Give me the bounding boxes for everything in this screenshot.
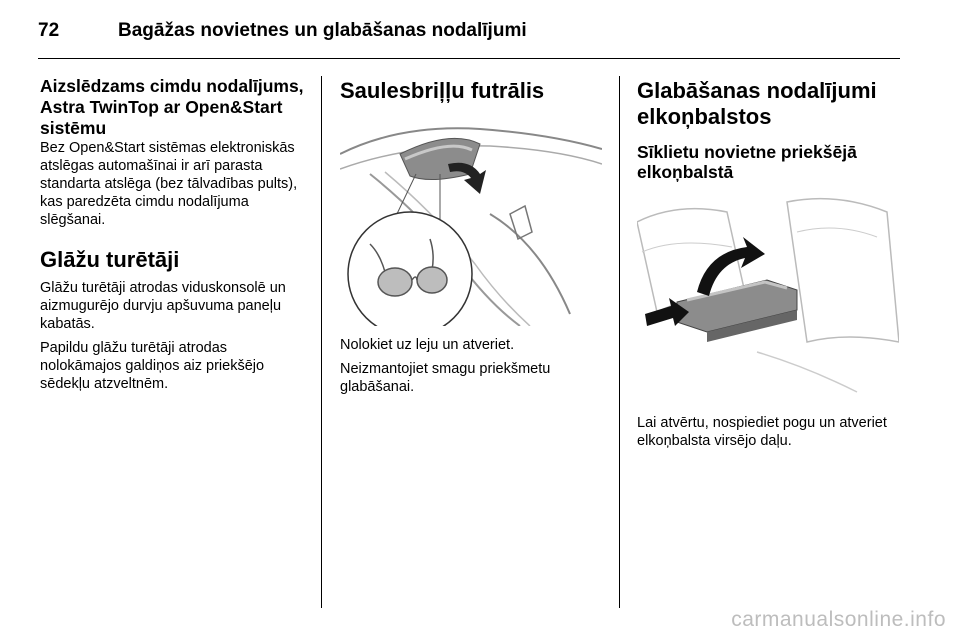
page-title: Bagāžas novietnes un glabāšanas nodalījumi bbox=[118, 20, 527, 41]
watermark: carmanualsonline.info bbox=[731, 608, 946, 631]
sunglasses-text-2: Neizmantojiet smagu priekšmetu glabāšanai. bbox=[340, 361, 551, 395]
armrest-storage-heading: Glabāšanas nodalījumi elkoņbalstos bbox=[637, 78, 877, 129]
header-divider bbox=[38, 58, 900, 59]
glovebox-text: Bez Open&Start sistēmas elektroniskās atslēgas automašīnai ir arī parasta standarta atslēga (bez tālvadības pults), kas paredzēta cimdu nodalījuma slēgšanai. bbox=[40, 140, 298, 228]
page-number: 72 bbox=[38, 20, 60, 41]
sunglasses-heading: Saulesbriļļu futrālis bbox=[340, 78, 545, 103]
armrest-illustration bbox=[637, 192, 899, 404]
cupholders-text-1: Glāžu turētāji atrodas viduskonsolē un aizmugurējo durvju apšuvuma paneļu kabatās. bbox=[40, 280, 286, 332]
cupholders-text-2: Papildu glāžu turētāji atrodas nolokāmajos galdiņos aiz priekšējo sēdekļu atzveltnēm. bbox=[40, 340, 265, 392]
column-divider-2 bbox=[619, 76, 620, 608]
front-armrest-heading: Sīklietu novietne priekšējā elkoņbalstā bbox=[637, 142, 857, 182]
column-middle bbox=[340, 72, 610, 396]
column-divider-1 bbox=[321, 76, 322, 608]
column-left bbox=[40, 72, 310, 393]
cupholders-heading: Glāžu turētāji bbox=[40, 247, 180, 272]
armrest-text: Lai atvērtu, nospiediet pogu un atveriet elkoņbalsta virsējo daļu. bbox=[637, 415, 887, 449]
sunglasses-text-1: Nolokiet uz leju un atveriet. bbox=[340, 337, 515, 353]
glovebox-heading: Aizslēdzams cimdu nodalījums, Astra TwinTop ar Open&Start sistēmu bbox=[40, 76, 304, 138]
column-right bbox=[637, 72, 907, 450]
sunglasses-holder-illustration bbox=[340, 114, 602, 326]
page-header bbox=[38, 14, 900, 48]
